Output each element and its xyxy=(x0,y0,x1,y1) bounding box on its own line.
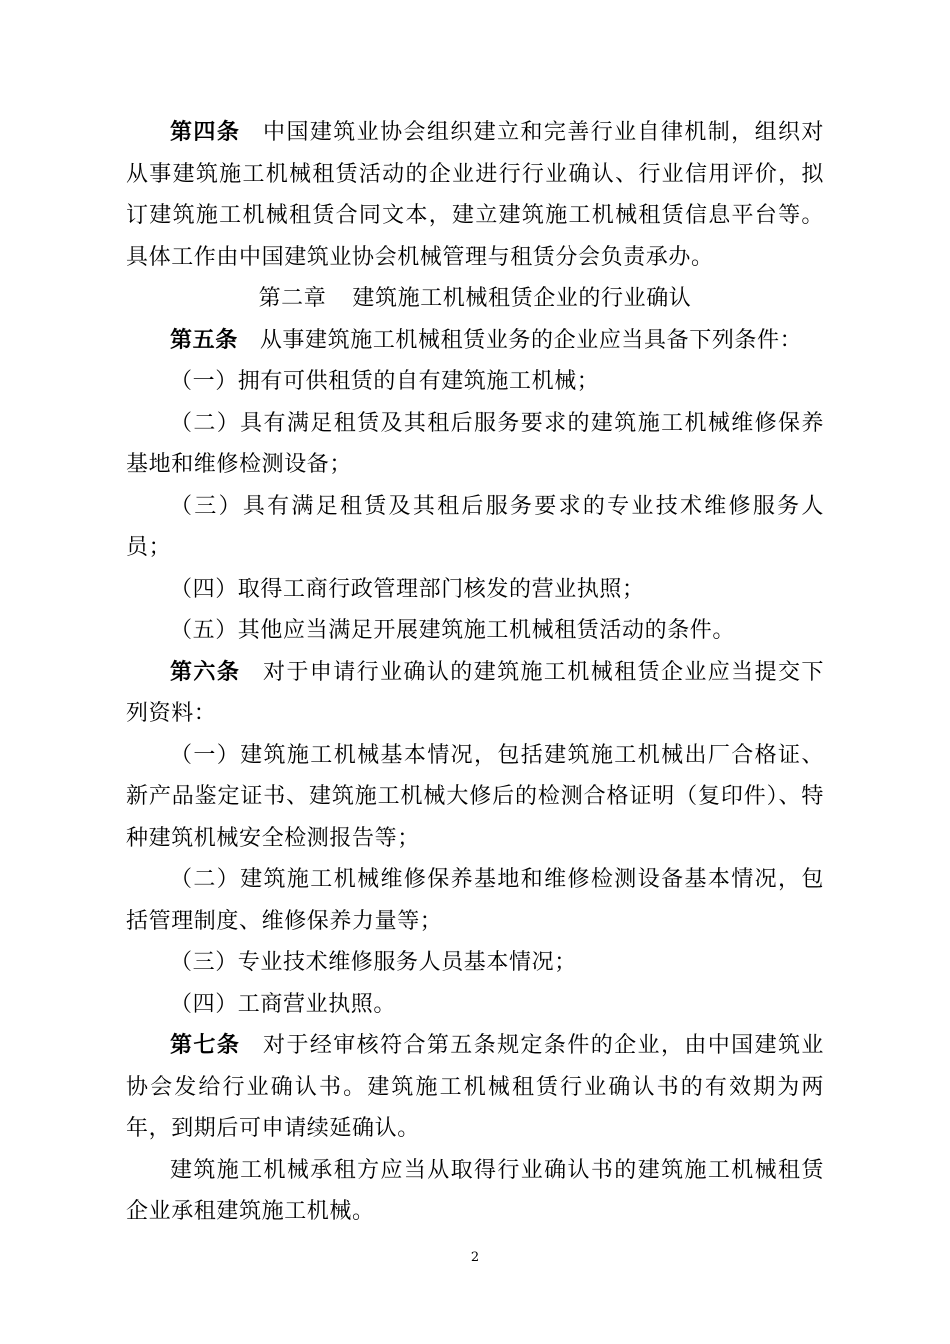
article-5-item: （三）具有满足租赁及其租后服务要求的专业技术维修服务人员； xyxy=(126,493,824,560)
article-7-label: 第七条 xyxy=(170,1033,241,1058)
article-5-text: 从事建筑施工机械租赁业务的企业应当具备下列条件： xyxy=(259,327,803,353)
article-7-paragraph xyxy=(126,1025,824,1150)
article-6-item: （三）专业技术维修服务人员基本情况； xyxy=(170,950,577,975)
article-7-text: 对于经审核符合第五条规定条件的企业，由中国建筑业协会发给行业确认书。建筑施工机械租赁行业确认书的有效期为两年，到期后可申请续延确认。 xyxy=(126,1033,824,1141)
article-6-paragraph xyxy=(126,652,824,735)
page-number: 2 xyxy=(470,1250,480,1265)
article-6-text: 对于申请行业确认的建筑施工机械租赁企业应当提交下列资料： xyxy=(126,659,824,726)
chapter-2-number: 第二章 xyxy=(258,286,327,311)
article-6-item: （四）工商营业执照。 xyxy=(170,991,397,1017)
article-5-paragraph xyxy=(126,320,824,362)
article-5-item: （五）其他应当满足开展建筑施工机械租赁活动的条件。 xyxy=(170,618,736,643)
article-7-extra-paragraph: 建筑施工机械承租方应当从取得行业确认书的建筑施工机械租赁企业承租建筑施工机械。 xyxy=(126,1157,824,1224)
article-5-item: （二）具有满足租赁及其租后服务要求的建筑施工机械维修保养基地和维修检测设备； xyxy=(126,410,824,477)
article-5-label: 第五条 xyxy=(170,327,238,353)
article-6-item: （一）建筑施工机械基本情况，包括建筑施工机械出厂合格证、新产品鉴定证书、建筑施工机械大修后的检测合格证明（复印件）、特种建筑机械安全检测报告等； xyxy=(126,742,824,851)
article-6-item: （二）建筑施工机械维修保养基地和维修检测设备基本情况，包括管理制度、维修保养力量等； xyxy=(126,867,824,934)
document-page xyxy=(126,112,824,1233)
chapter-2-title: 建筑施工机械租赁企业的行业确认 xyxy=(352,286,692,311)
article-6-label: 第六条 xyxy=(170,659,241,685)
chapter-2-heading xyxy=(126,278,824,320)
article-5-item: （四）取得工商行政管理部门核发的营业执照； xyxy=(170,576,645,602)
article-4-label: 第四条 xyxy=(170,120,241,145)
article-4-paragraph xyxy=(126,112,824,278)
article-5-item: （一）拥有可供租赁的自有建筑施工机械； xyxy=(170,369,600,394)
article-4-text: 中国建筑业协会组织建立和完善行业自律机制，组织对从事建筑施工机械租赁活动的企业进行行业确认、行业信用评价，拟订建筑施工机械租赁合同文本，建立建筑施工机械租赁信息平台等。具体工作由中国建筑业协会机械管理与租赁分会负责承办。 xyxy=(126,120,824,270)
